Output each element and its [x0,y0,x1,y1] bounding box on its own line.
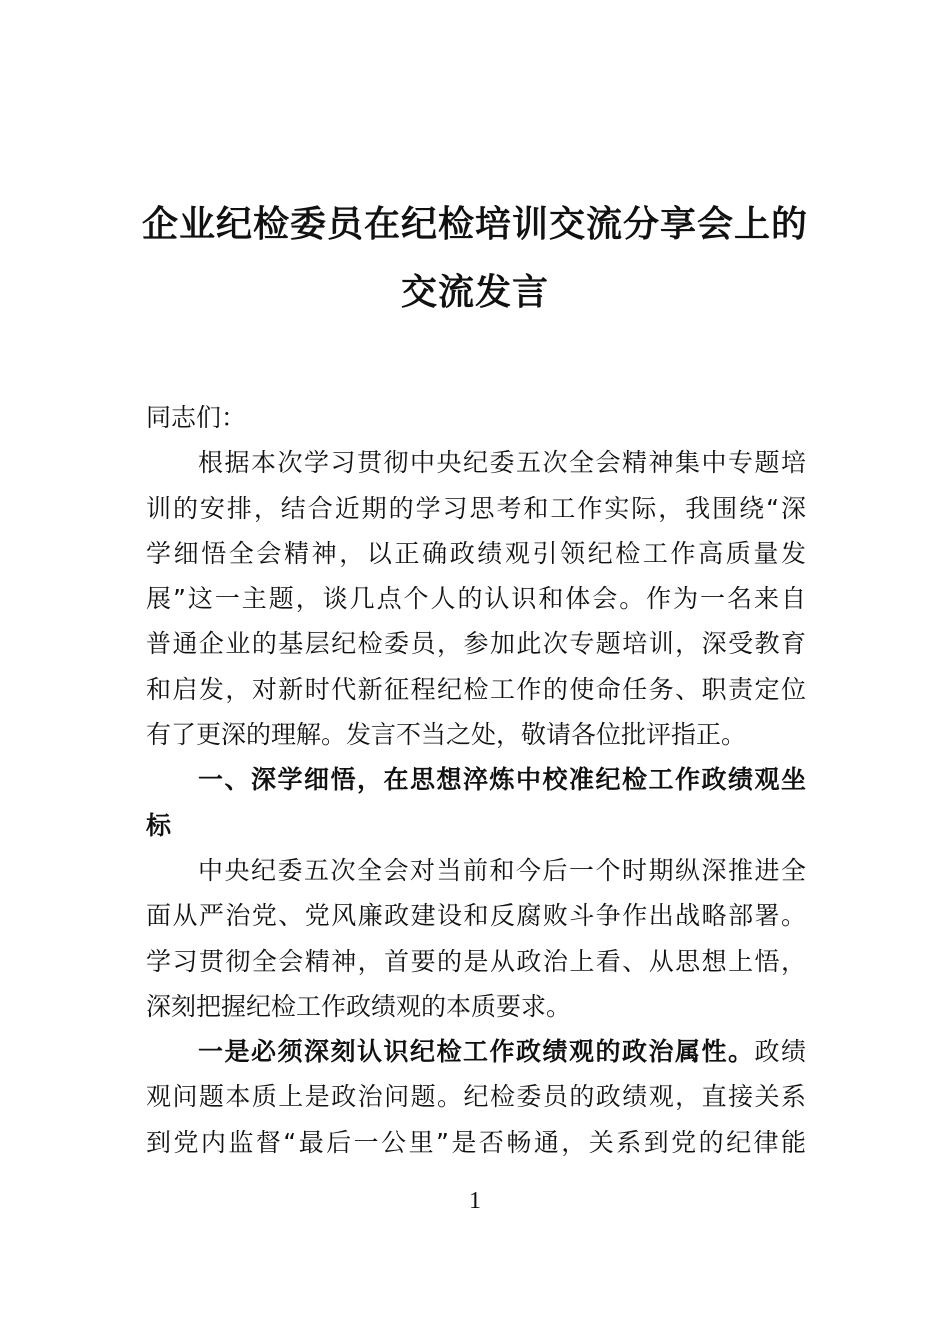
page-number: 1 [469,1188,481,1214]
paragraph-line: 观问题本质上是政治问题。纪检委员的政绩观，直接关系 [146,1082,806,1112]
paragraph-line: 和启发，对新时代新征程纪检工作的使命任务、职责定位 [146,674,806,704]
document-body [146,395,806,1165]
paragraph-line: 根据本次学习贯彻中央纪委五次全会精神集中专题培 [198,448,806,478]
paragraph-line: 展”这一主题，谈几点个人的认识和体会。作为一名来自 [146,584,806,614]
paragraph-line: 中央纪委五次全会对当前和今后一个时期纵深推进全 [198,855,806,885]
document-title-line-2: 交流发言 [400,271,549,313]
paragraph-intro [146,440,806,757]
salutation: 同志们： [146,403,247,432]
paragraph-line: 深刻把握纪检工作政绩观的本质要求。 [146,991,572,1021]
paragraph-line: 普通企业的基层纪检委员，参加此次专题培训，深受教育 [146,629,806,659]
paragraph-section-1 [146,848,806,1029]
document-title-line-1: 企业纪检委员在纪检培训交流分享会上的 [141,203,808,245]
paragraph-line: 训的安排，结合近期的学习思考和工作实际，我围绕“深 [146,493,806,523]
heading-line: 一、深学细悟，在思想淬炼中校准纪检工作政绩观坐 [198,765,806,795]
paragraph-line: 面从严治党、党风廉政建设和反腐败斗争作出战略部署。 [146,901,806,931]
paragraph-line: 学习贯彻全会精神，首要的是从政治上看、从思想上悟， [146,946,806,976]
heading-line: 标 [146,810,172,840]
paragraph-line: 学细悟全会精神，以正确政绩观引领纪检工作高质量发 [146,538,806,568]
point-lead-bold: 一是必须深刻认识纪检工作政绩观的政治属性。 [198,1037,755,1067]
paragraph-line [146,1029,806,1074]
point-lead-rest: 政绩 [754,1037,806,1067]
paragraph-line: 到党内监督“最后一公里”是否畅通，关系到党的纪律能 [146,1127,806,1157]
paragraph-line: 有了更深的理解。发言不当之处，敬请各位批评指正。 [146,720,747,750]
section-heading-1 [146,757,806,848]
paragraph-point-1 [146,1029,806,1165]
